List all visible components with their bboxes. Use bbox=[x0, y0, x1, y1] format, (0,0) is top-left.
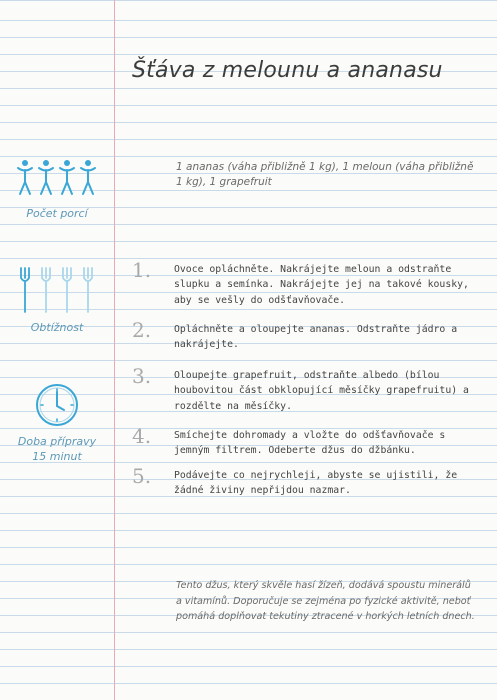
recipe-title: Šťáva z melounu a ananasu bbox=[132, 58, 443, 83]
prep-time-value: 15 minut bbox=[32, 450, 82, 463]
step-text: Oloupejte grapefruit, odstraňte albedo (bílou houbovitou část obklopující měsíčky grapefruitu) a rozdělte na měsíčky. bbox=[174, 370, 469, 412]
ingredients-text: 1 ananas (váha přibližně 1 kg), 1 meloun (váha přibližně 1 kg), 1 grapefruit bbox=[176, 161, 474, 188]
prep-time-block bbox=[0, 382, 114, 464]
clock-icon bbox=[34, 382, 80, 428]
step-text: Podávejte co nejrychleji, abyste se ujistili, že žádné živiny nepřijdou nazmar. bbox=[174, 470, 458, 497]
difficulty-block bbox=[0, 266, 114, 335]
fork-icon bbox=[63, 268, 71, 312]
difficulty-label: Obtížnost bbox=[30, 321, 84, 334]
person-icon bbox=[81, 160, 95, 194]
recipe-note: Tento džus, který skvěle hasí žízeň, dodává spoustu minerálů a vitamínů. Doporučuje se zejména po fyzické aktivitě, neboť pomáhá doplňovat tekutiny ztracené v horkých letních dnech. bbox=[176, 580, 475, 623]
page-margin-line bbox=[114, 0, 115, 700]
person-icon bbox=[39, 160, 53, 194]
step-number: 3. bbox=[132, 364, 152, 388]
step-number: 1. bbox=[132, 258, 152, 282]
step-text: Smíchejte dohromady a vložte do odšťavňovače s jemným filtrem. Odeberte džus do džbánku. bbox=[174, 430, 446, 457]
step-number: 2. bbox=[132, 318, 152, 342]
person-icon bbox=[18, 160, 32, 194]
step-number: 4. bbox=[132, 424, 152, 448]
step-text: Ovoce opláchněte. Nakrájejte meloun a odstraňte slupku a semínka. Nakrájejte jej na takové kousky, aby se vešly do odšťavňovače. bbox=[174, 264, 469, 306]
step-text: Opláchněte a oloupejte ananas. Odstraňte jádro a nakrájejte. bbox=[174, 324, 458, 351]
person-icon bbox=[60, 160, 74, 194]
difficulty-icons bbox=[16, 266, 98, 314]
servings-icons bbox=[16, 158, 98, 198]
servings-label: Počet porcí bbox=[26, 207, 88, 220]
fork-icon bbox=[42, 268, 50, 312]
step-number: 5. bbox=[132, 464, 152, 488]
prep-time-label: Doba přípravy bbox=[17, 435, 97, 448]
fork-icon bbox=[84, 268, 92, 312]
fork-icon bbox=[21, 268, 29, 312]
servings-block bbox=[0, 158, 114, 221]
